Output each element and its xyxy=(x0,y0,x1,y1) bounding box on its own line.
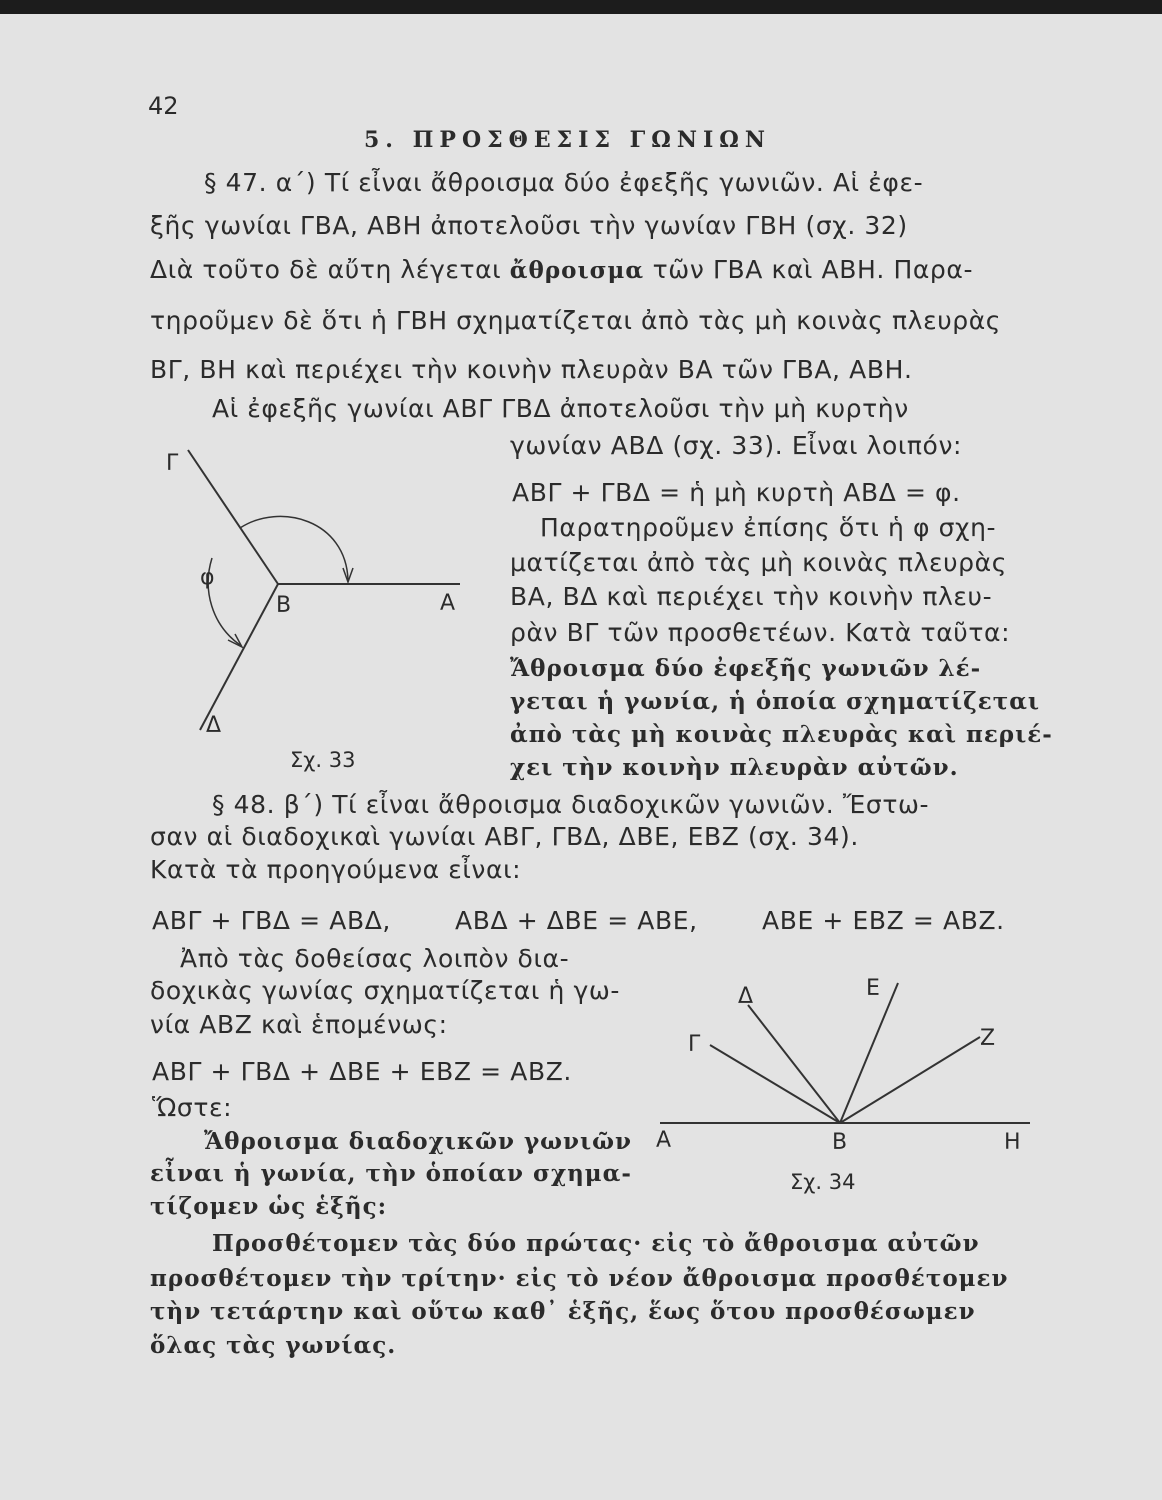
figure-34-caption: Σχ. 34 xyxy=(790,1170,856,1194)
p48-rule-3: τίζομεν ὡς ἑξῆς: xyxy=(150,1193,388,1220)
p47-term-sum: ἄθροισμα xyxy=(509,257,645,284)
p47-line-1: § 47. α΄) Τί εἶναι ἄθροισμα δύο ἐφεξῆς γωνιῶν. Αἱ ἐφε- xyxy=(204,168,924,197)
p47-rule-3: ἀπὸ τὰς μὴ κοινὰς πλευρὰς καὶ περιέ- xyxy=(510,721,1053,748)
label-a: Α xyxy=(656,1128,672,1153)
label-h: Η xyxy=(1004,1130,1021,1155)
p48-final-4: ὅλας τὰς γωνίας. xyxy=(150,1332,397,1359)
label-b: Β xyxy=(276,593,292,618)
p47-right-4: ματίζεται ἀπὸ τὰς μὴ κοινὰς πλευρὰς xyxy=(510,548,1007,577)
label-delta: Δ xyxy=(206,713,222,738)
section-heading: 5. ΠΡΟΣΘΕΣΙΣ ΓΩΝΙΩΝ xyxy=(364,127,771,153)
figure-33-caption: Σχ. 33 xyxy=(290,748,356,772)
p48-final-1: Προσθέτομεν τὰς δύο πρώτας· εἰς τὸ ἄθροισμα αὐτῶν xyxy=(212,1230,980,1257)
p47-right-5: ΒΑ, ΒΔ καὶ περιέχει τὴν κοινὴν πλευ- xyxy=(510,582,993,611)
p47-rule-4: χει τὴν κοινὴν πλευρὰν αὐτῶν. xyxy=(510,754,959,781)
p48-line-2: σαν αἱ διαδοχικαὶ γωνίαι ΑΒΓ, ΓΒΔ, ΔΒΕ, ΕΒΖ (σχ. 34). xyxy=(150,822,859,851)
p48-final-2: προσθέτομεν τὴν τρίτην· εἰς τὸ νέον ἄθροισμα προσθέτομεν xyxy=(150,1265,1009,1292)
p48-line-3: Κατὰ τὰ προηγούμενα εἶναι: xyxy=(150,855,522,884)
ray-bz xyxy=(840,1037,980,1123)
p47-line-3 xyxy=(150,255,973,284)
p47-rule-1: Ἄθροισμα δύο ἐφεξῆς γωνιῶν λέ- xyxy=(510,655,982,682)
p47-equation: ΑΒΓ + ΓΒΔ = ἡ μὴ κυρτὴ ΑΒΔ = φ. xyxy=(512,478,961,507)
p47-line-3-start: Διὰ τοῦτο δὲ αὔτη λέγεται xyxy=(150,255,502,284)
figure-34 xyxy=(648,965,1048,1165)
ray-bg xyxy=(188,450,278,584)
p48-line-5: δοχικὰς γωνίας σχηματίζεται ἡ γω- xyxy=(150,976,620,1005)
p47-right-1: γωνίαν ΑΒΔ (σχ. 33). Εἶναι λοιπόν: xyxy=(510,431,963,460)
p48-line-6: νία ΑΒΖ καὶ ἑπομένως: xyxy=(150,1010,448,1039)
p48-eq-1: ΑΒΓ + ΓΒΔ = ΑΒΔ, xyxy=(152,906,391,935)
p48-eq-2: ΑΒΔ + ΔΒΕ = ΑΒΕ, xyxy=(455,906,698,935)
label-gamma: Γ xyxy=(166,451,179,476)
p47-line-6: Αἱ ἐφεξῆς γωνίαι ΑΒΓ ΓΒΔ ἀποτελοῦσι τὴν μὴ κυρτὴν xyxy=(212,394,909,423)
label-delta: Δ xyxy=(738,984,754,1009)
ray-bd xyxy=(748,1005,840,1123)
p47-rule-2: γεται ἡ γωνία, ἡ ὁποία σχηματίζεται xyxy=(510,688,1041,715)
p48-rule-2: εἶναι ἡ γωνία, τὴν ὁποίαν σχημα- xyxy=(150,1160,632,1187)
p47-right-3: Παρατηροῦμεν ἐπίσης ὅτι ἡ φ σχη- xyxy=(540,513,997,542)
p48-line-4: Ἀπὸ τὰς δοθείσας λοιπὸν δια- xyxy=(180,944,570,973)
p47-right-6: ρὰν ΒΓ τῶν προσθετέων. Κατὰ ταῦτα: xyxy=(510,618,1011,647)
label-a: Α xyxy=(440,591,456,616)
scan-edge xyxy=(0,0,1162,14)
page-number: 42 xyxy=(148,92,179,120)
p48-eq-3: ΑΒΕ + ΕΒΖ = ΑΒΖ. xyxy=(762,906,1005,935)
p48-final-3: τὴν τετάρτην καὶ οὕτω καθ᾽ ἑξῆς, ἕως ὅτου προσθέσωμεν xyxy=(150,1298,976,1325)
label-phi: φ xyxy=(200,565,215,590)
arc-abg xyxy=(240,516,348,580)
label-b: Β xyxy=(832,1130,848,1155)
label-z: Ζ xyxy=(980,1026,996,1051)
label-e: Ε xyxy=(866,976,880,1001)
p48-eq-4: ΑΒΓ + ΓΒΔ + ΔΒΕ + ΕΒΖ = ΑΒΖ. xyxy=(152,1057,572,1086)
figure-33 xyxy=(150,440,500,780)
p47-line-2: ξῆς γωνίαι ΓΒΑ, ΑΒΗ ἀποτελοῦσι τὴν γωνίαν ΓΒΗ (σχ. 32) xyxy=(150,211,908,240)
ray-bg xyxy=(710,1045,840,1123)
p48-rule-1: Ἄθροισμα διαδοχικῶν γωνιῶν xyxy=(204,1128,632,1155)
p47-line-4: τηροῦμεν δὲ ὅτι ἡ ΓΒΗ σχηματίζεται ἀπὸ τὰς μὴ κοινὰς πλευρὰς xyxy=(150,306,1002,335)
p47-line-3-end: τῶν ΓΒΑ καὶ ΑΒΗ. Παρα- xyxy=(652,255,974,284)
label-gamma: Γ xyxy=(688,1032,701,1057)
p47-line-5: ΒΓ, ΒΗ καὶ περιέχει τὴν κοινὴν πλευρὰν ΒΑ τῶν ΓΒΑ, ΑΒΗ. xyxy=(150,355,913,384)
ray-be xyxy=(840,983,898,1123)
p48-line-7: Ὥστε: xyxy=(152,1093,233,1122)
p48-line-1: § 48. β΄) Τί εἶναι ἄθροισμα διαδοχικῶν γωνιῶν. Ἔστω- xyxy=(212,790,930,819)
